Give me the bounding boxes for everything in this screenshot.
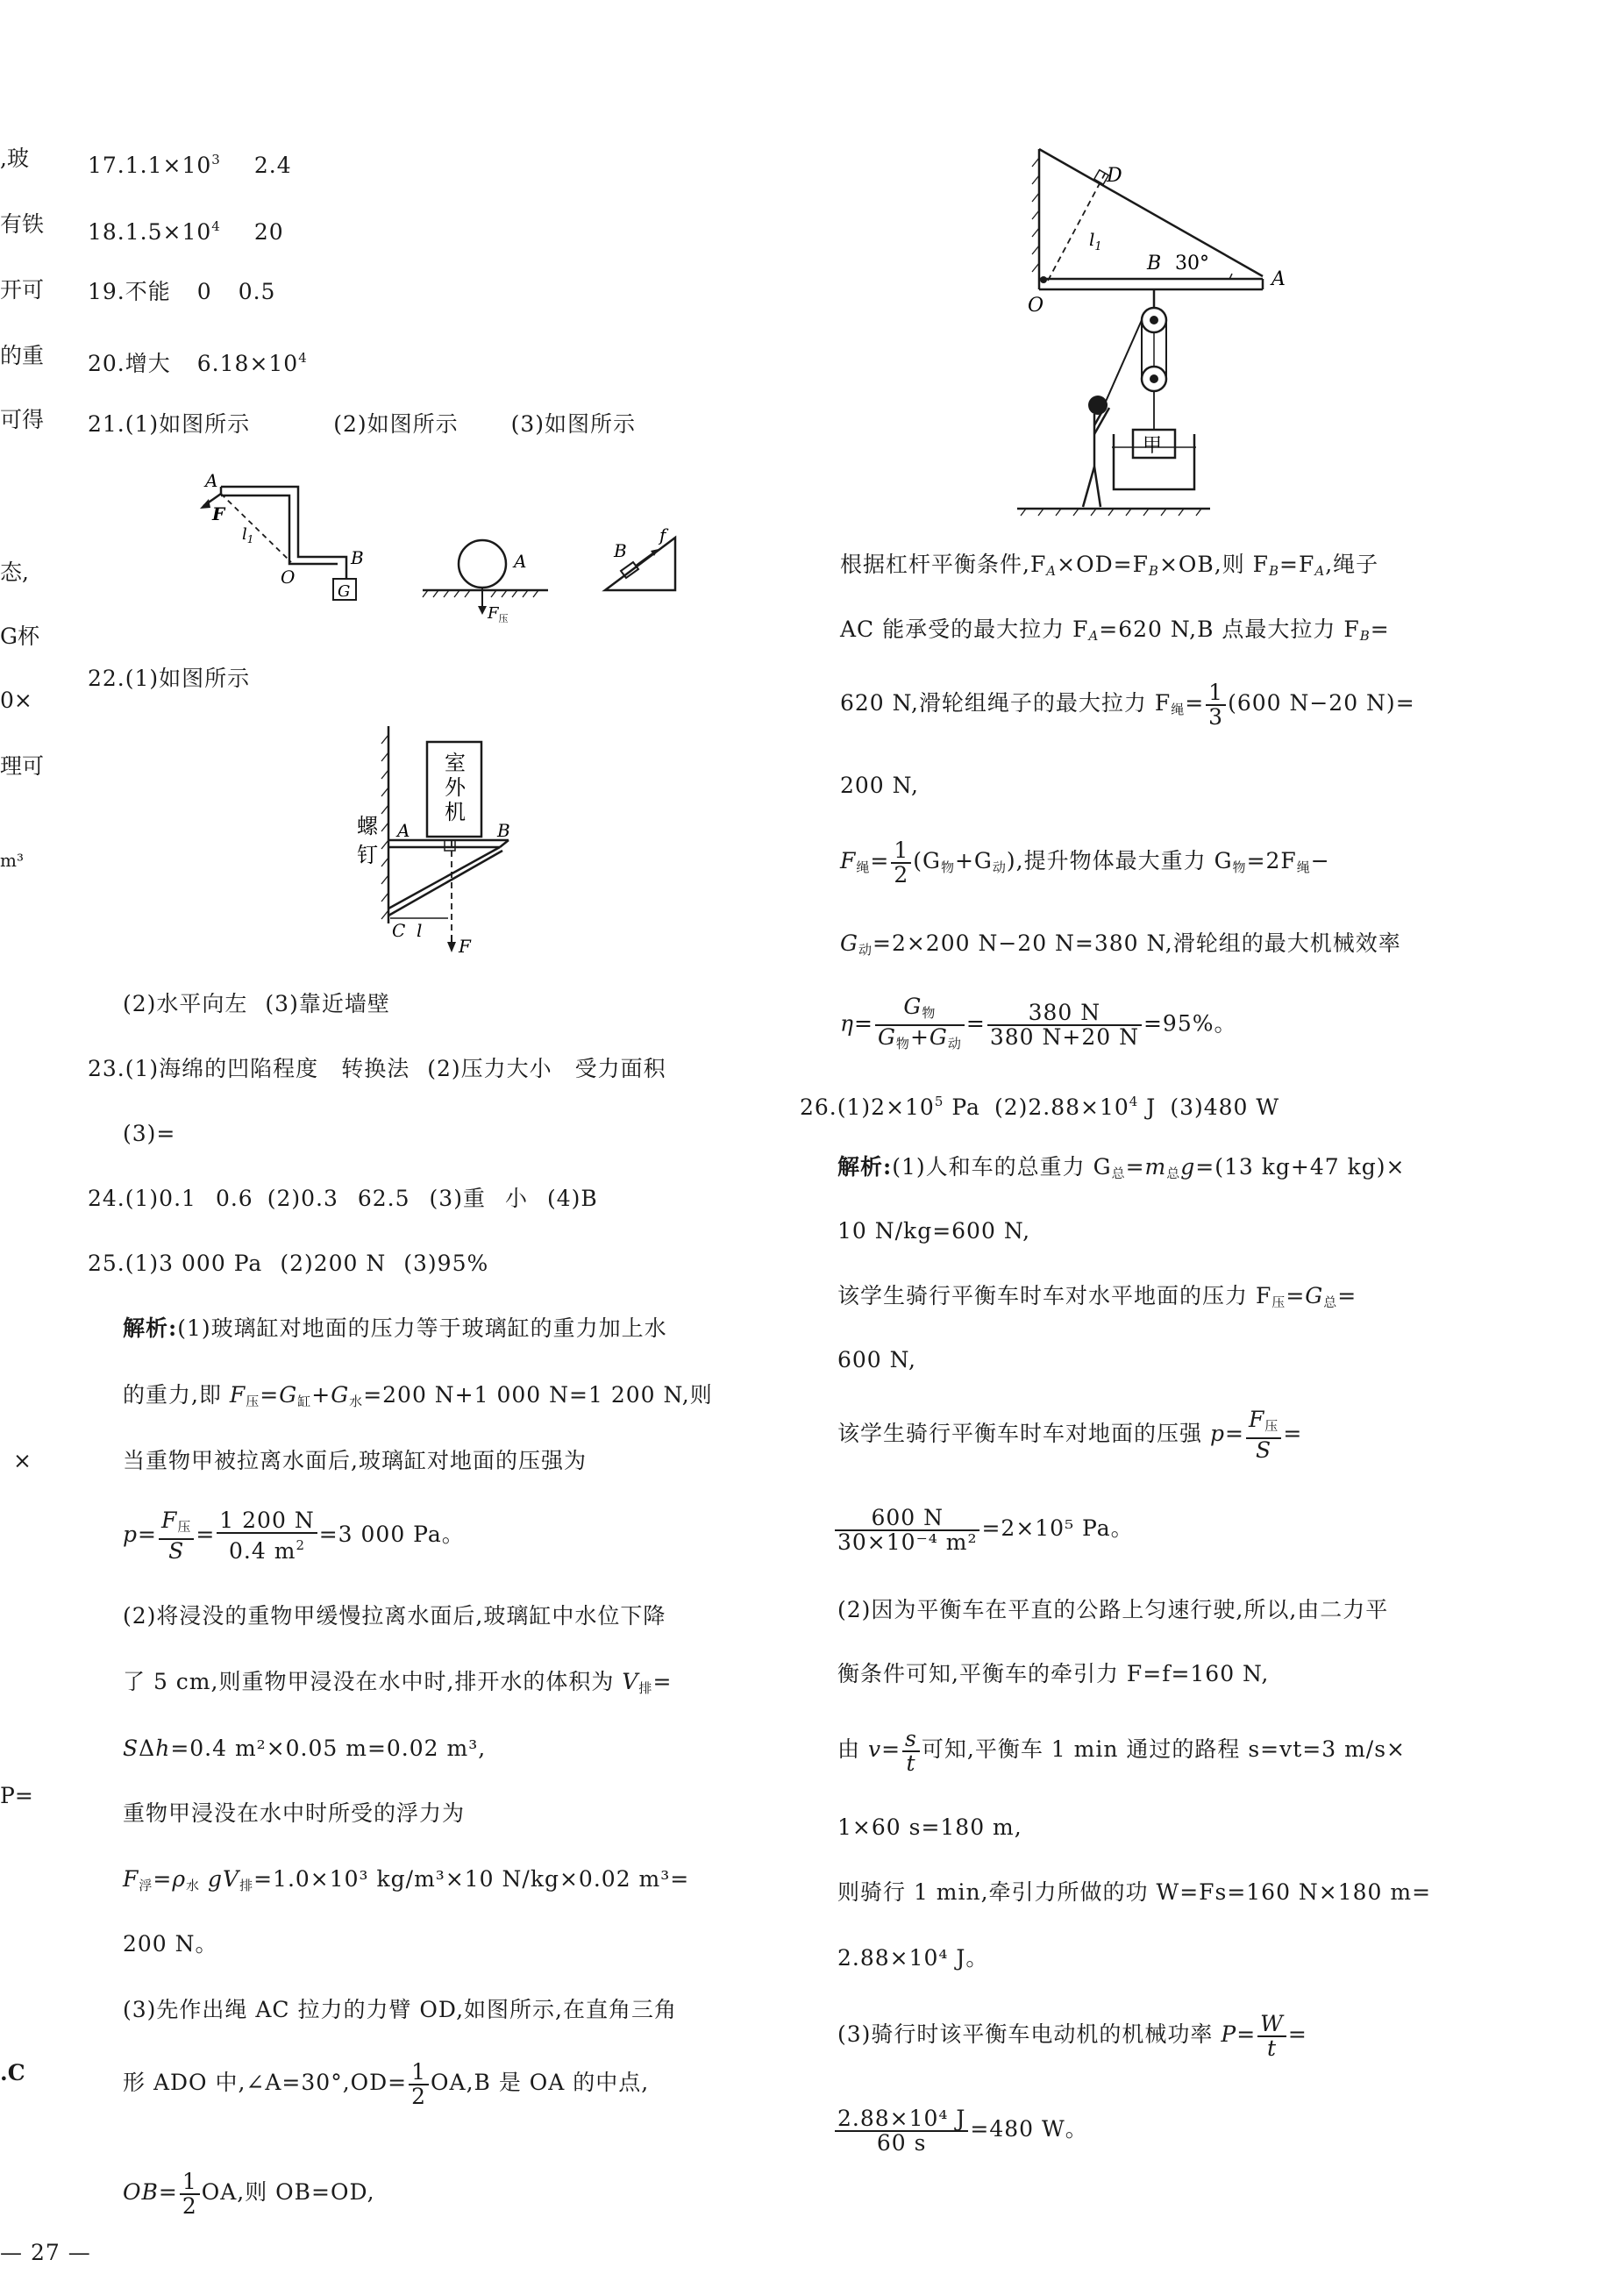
- label-g: G: [338, 582, 351, 601]
- label-l1: $l_1$: [1089, 229, 1102, 253]
- answer-18: $18.1.5\times 10^4$ 20: [88, 218, 284, 245]
- analysis-25-line10: 200 N。: [123, 1931, 218, 1957]
- analysis-25-right-line3: 620 N,滑轮组绳子的最大拉力 $F_绳=$ $\frac{1}{3}$ (600 N−20 N)=: [840, 679, 1415, 730]
- margin-fragment: m³: [0, 850, 24, 871]
- figure-25: [1008, 140, 1298, 517]
- analysis-26-line8: 衡条件可知,平衡车的牵引力 F=f=160 N,: [837, 1661, 1270, 1686]
- label-a: A: [397, 820, 410, 841]
- answer-21: 21.(1)如图所示 (2)如图所示 (3)如图所示: [88, 411, 637, 437]
- answer-26: $26.(1)2\times 10^5$ Pa $(2)2.88\times 10^4$ J (3)480 W: [800, 1094, 1280, 1120]
- analysis-25-line3: 当重物甲被拉离水面后,玻璃缸对地面的压强为: [123, 1448, 587, 1473]
- margin-fragment: .C: [0, 2060, 25, 2085]
- figure-21: [193, 469, 684, 627]
- analysis-26-line13: (3)骑行时该平衡车电动机的机械功率 P= $\frac{W}{t}$ =: [837, 2010, 1307, 2061]
- analysis-25-right-line6: $G_动=2\times 200$ N−20 N=380 N,滑轮组的最大机械效率: [840, 930, 1401, 958]
- analysis-26-line5: 该学生骑行平衡车时车对地面的压强 p= $\frac{F_压}{S}$ =: [837, 1407, 1303, 1463]
- margin-fragment: 态,: [0, 560, 29, 585]
- answer-23: 23.(1)海绵的凹陷程度 转换法 (2)压力大小 受力面积: [88, 1056, 666, 1081]
- screw-label: 螺: [357, 814, 378, 838]
- analysis-26-line2: 10 N/kg=600 N,: [837, 1218, 1031, 1244]
- label-l: l: [417, 920, 423, 941]
- margin-fragment: P=: [0, 1783, 33, 1808]
- label-a2: A: [514, 551, 527, 572]
- analysis-25-right-line1: 根据杠杆平衡条件$,F_A\times OD=F_B\times OB$,则 $F_B=F_A$,绳子: [840, 552, 1379, 579]
- force-arrow: [447, 942, 456, 952]
- margin-fragment: G杯: [0, 624, 39, 649]
- analysis-26-line11: 则骑行 1 min,牵引力所做的功 W=Fs=160 N×180 m=: [837, 1879, 1432, 1905]
- answer-23-3: (3)=: [123, 1121, 176, 1146]
- analysis-25-line9: $F_浮=\rho_水$ $gV_排=1.0\times 10^3$ kg/m³×10 N/kg×0.02 m³=: [123, 1866, 690, 1893]
- label-friction: f: [659, 524, 666, 545]
- analysis-25-right-line2: AC 能承受的最大拉力 $F_A=620$ N,B 点最大拉力 $F_B=$: [840, 617, 1390, 644]
- answer-24: 24.(1)0.1 0.6 (2)0.3 62.5 (3)重 小 (4)B: [88, 1186, 598, 1211]
- analysis-25-line12: 形 ADO 中,∠A=30°,OD= $\frac{1}{2}$ OA,B 是 OA 的中点,: [123, 2058, 650, 2109]
- screw-label: 钉: [357, 843, 378, 867]
- analysis-25-line4: p= $\frac{F_压}{S}$ = $\frac{1 200 N}{0.4 m^2}$ =3 000 Pa。: [123, 1508, 465, 1564]
- label-c: C: [392, 920, 406, 941]
- analysis-25-line13: OB= $\frac{1}{2}$ OA,则 OB=OD,: [123, 2168, 375, 2219]
- box-label: 室: [445, 751, 466, 775]
- analysis-25-line5: (2)将浸没的重物甲缓慢拉离水面后,玻璃缸中水位下降: [123, 1603, 666, 1629]
- box-label: 外: [445, 775, 466, 800]
- analysis-26-line12: 2.88×10⁴ J。: [837, 1945, 989, 1971]
- label-b: B: [351, 547, 364, 568]
- analysis-25-line1: 解析:(1)玻璃缸对地面的压力等于玻璃缸的重力加上水: [123, 1315, 667, 1341]
- figure-21-ball: [423, 540, 548, 615]
- margin-fragment: ×: [13, 1448, 32, 1473]
- answer-25: 25.(1)3 000 Pa (2)200 N (3)95%: [88, 1251, 489, 1276]
- figure-22: [346, 726, 539, 963]
- analysis-26-line7: (2)因为平衡车在平直的公路上匀速行驶,所以,由二力平: [837, 1597, 1389, 1622]
- analysis-25-line11: (3)先作出绳 AC 拉力的力臂 OD,如图所示,在直角三角: [123, 1997, 677, 2022]
- analysis-26-line6: $\frac{600 N}{\text{30×10⁻⁴ m²}}$ =2×10⁵ Pa。: [833, 1502, 1134, 1555]
- analysis-25-right-line5: $F_绳=$ $\frac{1}{2}$ $(G_物+G_动)$,提升物体最大重力 $G_物=2F_绳-$: [840, 837, 1330, 888]
- analysis-26-line14: $\frac{\text{2.88×10⁴ J}}{60 s}$ =480 W。: [833, 2103, 1088, 2156]
- analysis-26-line9: 由 v= $\frac{s}{t}$ 可知,平衡车 1 min 通过的路程 s=vt=3 m/s×: [837, 1725, 1406, 1776]
- analysis-25-line2: 的重力,即 $F_压=G_缸+G_水=200$ N+1 000 N=1 200 N,则: [123, 1382, 713, 1409]
- analysis-26-line4: 600 N,: [837, 1347, 916, 1372]
- label-f: F: [212, 503, 225, 524]
- analysis-25-line8: 重物甲浸没在水中时所受的浮力为: [123, 1800, 466, 1826]
- label-jia: 甲: [1143, 435, 1163, 457]
- margin-fragment: 可得: [0, 407, 45, 432]
- label-o: O: [281, 567, 296, 588]
- label-f-pressure: $F_压$: [488, 604, 509, 624]
- margin-fragment: 的重: [0, 343, 45, 368]
- page-number: — 27 —: [0, 2240, 91, 2265]
- answer-20: 20.增大 $6.18\times 10^4$: [88, 350, 308, 376]
- label-b: B: [1147, 253, 1162, 274]
- label-a: A: [1271, 268, 1286, 290]
- label-o: O: [1028, 295, 1044, 317]
- label-a: A: [205, 470, 218, 491]
- label-l1: $l_1$: [242, 525, 254, 545]
- label-d: D: [1107, 165, 1122, 187]
- label-f: F: [459, 936, 471, 957]
- answer-19: 19.不能 0 0.5: [88, 279, 276, 304]
- analysis-26-line3: 该学生骑行平衡车时车对水平地面的压力 $F_压=G_总=$: [837, 1283, 1357, 1310]
- margin-fragment: 有铁: [0, 211, 45, 237]
- box-label: 机: [445, 800, 466, 824]
- answer-22: 22.(1)如图所示: [88, 666, 251, 691]
- margin-fragment: 开可: [0, 277, 45, 303]
- label-b: B: [497, 820, 510, 841]
- analysis-25-right-line7: η= $\frac{G_物}{G_物+G_动}$ = $\frac{380 N}{380 N+20 N}$ =95%。: [840, 994, 1237, 1051]
- answer-17: $17.1.1\times 10^3$ 2.4: [88, 152, 292, 178]
- margin-fragment: 理可: [0, 753, 45, 779]
- answer-22-rest: (2)水平向左 (3)靠近墙壁: [123, 991, 390, 1016]
- analysis-25-line7: SΔh=0.4 m²×0.05 m=0.02 m³,: [123, 1736, 487, 1761]
- margin-fragment: 0×: [0, 688, 32, 713]
- hatch: [1021, 158, 1201, 516]
- person-head: [1088, 396, 1108, 415]
- label-b3: B: [614, 540, 627, 561]
- margin-fragment: ,玻: [0, 146, 29, 171]
- analysis-25-right-line4: 200 N,: [840, 773, 919, 798]
- analysis-26-line10: 1×60 s=180 m,: [837, 1814, 1022, 1840]
- label-angle: 30°: [1175, 253, 1209, 274]
- analysis-25-line6: 了 5 cm,则重物甲浸没在水中时,排开水的体积为 $V_排=$: [123, 1669, 673, 1696]
- analysis-26-line1: 解析:(1)人和车的总重力 $G_总=m_总g=(13$ kg+47 kg)×: [837, 1154, 1406, 1181]
